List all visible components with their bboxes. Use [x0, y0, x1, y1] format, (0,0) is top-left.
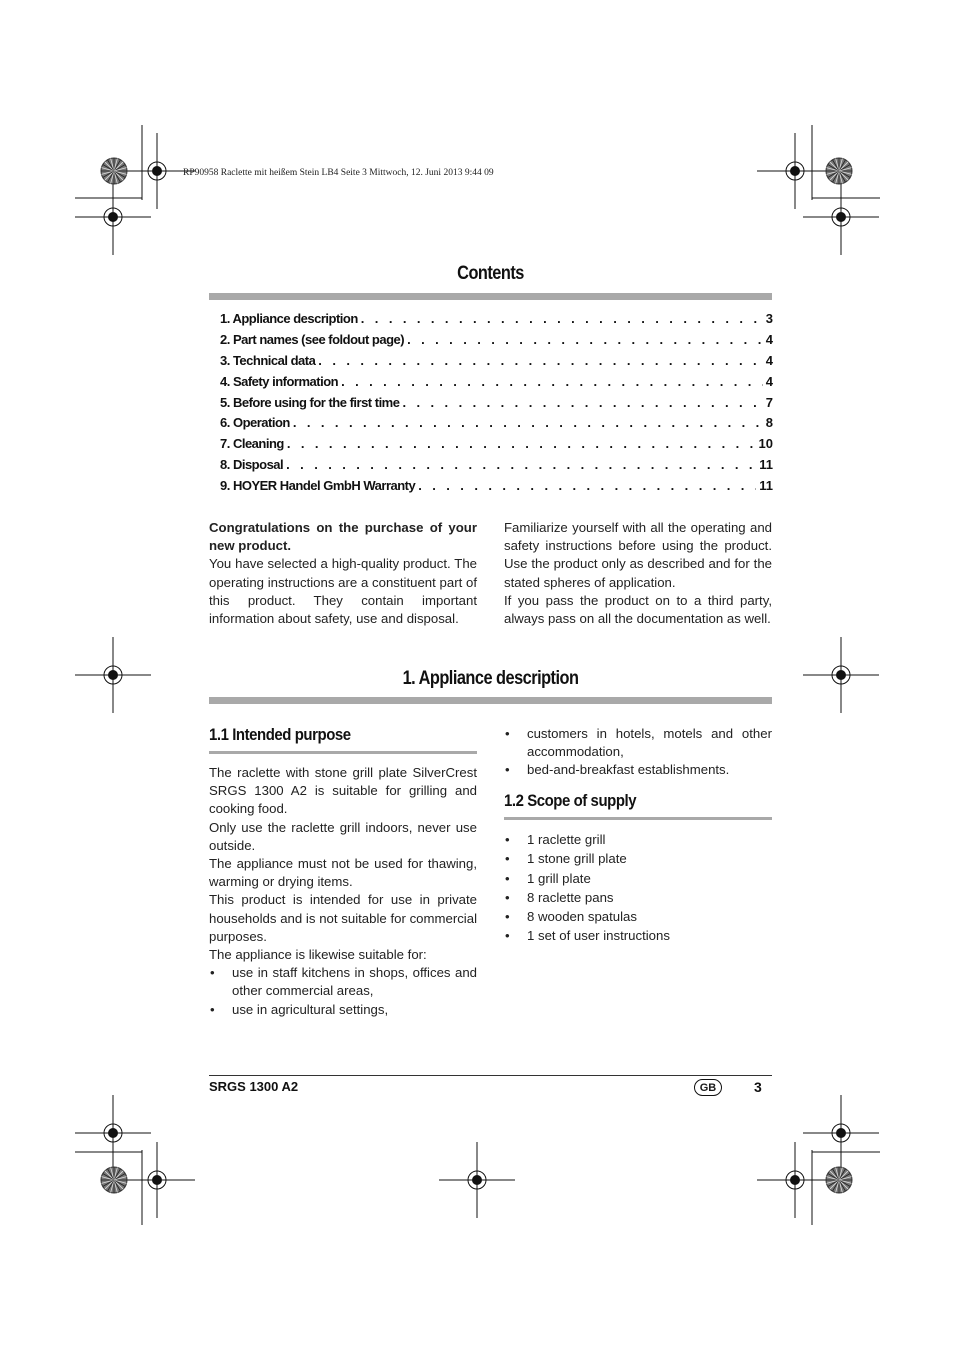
intro-right [504, 519, 772, 628]
intended-purpose-text [209, 764, 477, 1019]
color-target [826, 158, 852, 184]
list-item: • 1 grill plate [504, 869, 772, 888]
usage-list [209, 964, 477, 1019]
footer-model: SRGS 1300 A2 [209, 1079, 299, 1094]
registration-mark [75, 1095, 151, 1171]
paragraph: The raclette with stone grill plate SilverCrest SRGS 1300 A2 is suitable for grilling and cooking food. [209, 765, 477, 817]
paragraph: Only use the raclette grill indoors, never use outside. [209, 819, 477, 853]
page-number: 3 [754, 1079, 762, 1095]
footer-rule [209, 1075, 772, 1076]
subsection-title-intended-purpose: 1.1 Intended purpose [209, 725, 351, 744]
toc-entry[interactable]: 5. Before using for the first time . . . 7 [220, 395, 773, 416]
subsection-title-scope-of-supply: 1.2 Scope of supply [504, 791, 637, 810]
toc-entry[interactable]: 7. Cleaning . . . 10 [220, 436, 773, 457]
toc-entry[interactable]: 8. Disposal . . . 11 [220, 457, 773, 478]
intro-right-p2: If you pass the product on to a third party, always pass on all the documentation as well. [504, 592, 772, 627]
list-item: • bed-and-breakfast establishments. [504, 761, 772, 779]
toc-entry[interactable]: 9. HOYER Handel GmbH Warranty . . . 11 [220, 478, 773, 499]
section-bar [209, 697, 772, 704]
scope-of-supply-list [504, 830, 772, 946]
list-item: • use in agricultural settings, [209, 1001, 477, 1019]
intro-left-text: You have selected a high-quality product. The operating instructions are a constituent part of this product. They contain important information about safety, use and disposal. [209, 556, 477, 627]
list-item: • 1 set of user instructions [504, 926, 772, 945]
color-target [826, 1167, 852, 1193]
toc-entry[interactable]: 4. Safety information . . . 4 [220, 374, 773, 395]
list-item: • 1 stone grill plate [504, 849, 772, 868]
subsection-rule [209, 751, 477, 754]
intro-heading: Congratulations on the purchase of your new product. [209, 520, 477, 554]
registration-mark [119, 1142, 195, 1218]
registration-mark [757, 1142, 833, 1218]
toc-entry[interactable]: 2. Part names (see foldout page) . . . 4 [220, 332, 773, 353]
intro-left [209, 519, 477, 628]
intro-right-p1: Familiarize yourself with all the operating and safety instructions before using the product. Use the product only as described and for the stated spheres of application. [504, 520, 772, 590]
registration-mark [803, 637, 879, 713]
language-badge: GB [694, 1079, 722, 1096]
paragraph: The appliance must not be used for thawing, warming or drying items. [209, 856, 477, 890]
toc-entry[interactable]: 3. Technical data . . . 4 [220, 353, 773, 374]
toc-entry[interactable]: 6. Operation . . . 8 [220, 415, 773, 436]
contents-bar [209, 293, 772, 300]
usage-list-continued [504, 725, 772, 780]
list-item: • 8 raclette pans [504, 888, 772, 907]
paragraph: This product is intended for use in private households and is not suitable for commercial purposes. [209, 892, 477, 944]
list-item: • 1 raclette grill [504, 830, 772, 849]
paragraph: The appliance is likewise suitable for: [209, 947, 427, 963]
subsection-rule [504, 817, 772, 820]
registration-mark [803, 179, 879, 255]
print-header: RP90958 Raclette mit heißem Stein LB4 Seite 3 Mittwoch, 12. Juni 2013 9:44 09 [183, 168, 494, 178]
registration-mark [75, 179, 151, 255]
registration-mark [803, 1095, 879, 1171]
table-of-contents [220, 311, 773, 499]
section-title: 1. Appliance description [402, 668, 579, 689]
list-item: • 8 wooden spatulas [504, 907, 772, 926]
registration-mark [439, 1142, 515, 1218]
registration-mark [75, 637, 151, 713]
contents-title: Contents [457, 263, 524, 284]
color-target [101, 158, 127, 184]
list-item: • customers in hotels, motels and other accommodation, [504, 725, 772, 761]
color-target [101, 1167, 127, 1193]
list-item: • use in staff kitchens in shops, offices and other commercial areas, [209, 964, 477, 1000]
toc-entry[interactable]: 1. Appliance description . . . 3 [220, 311, 773, 332]
